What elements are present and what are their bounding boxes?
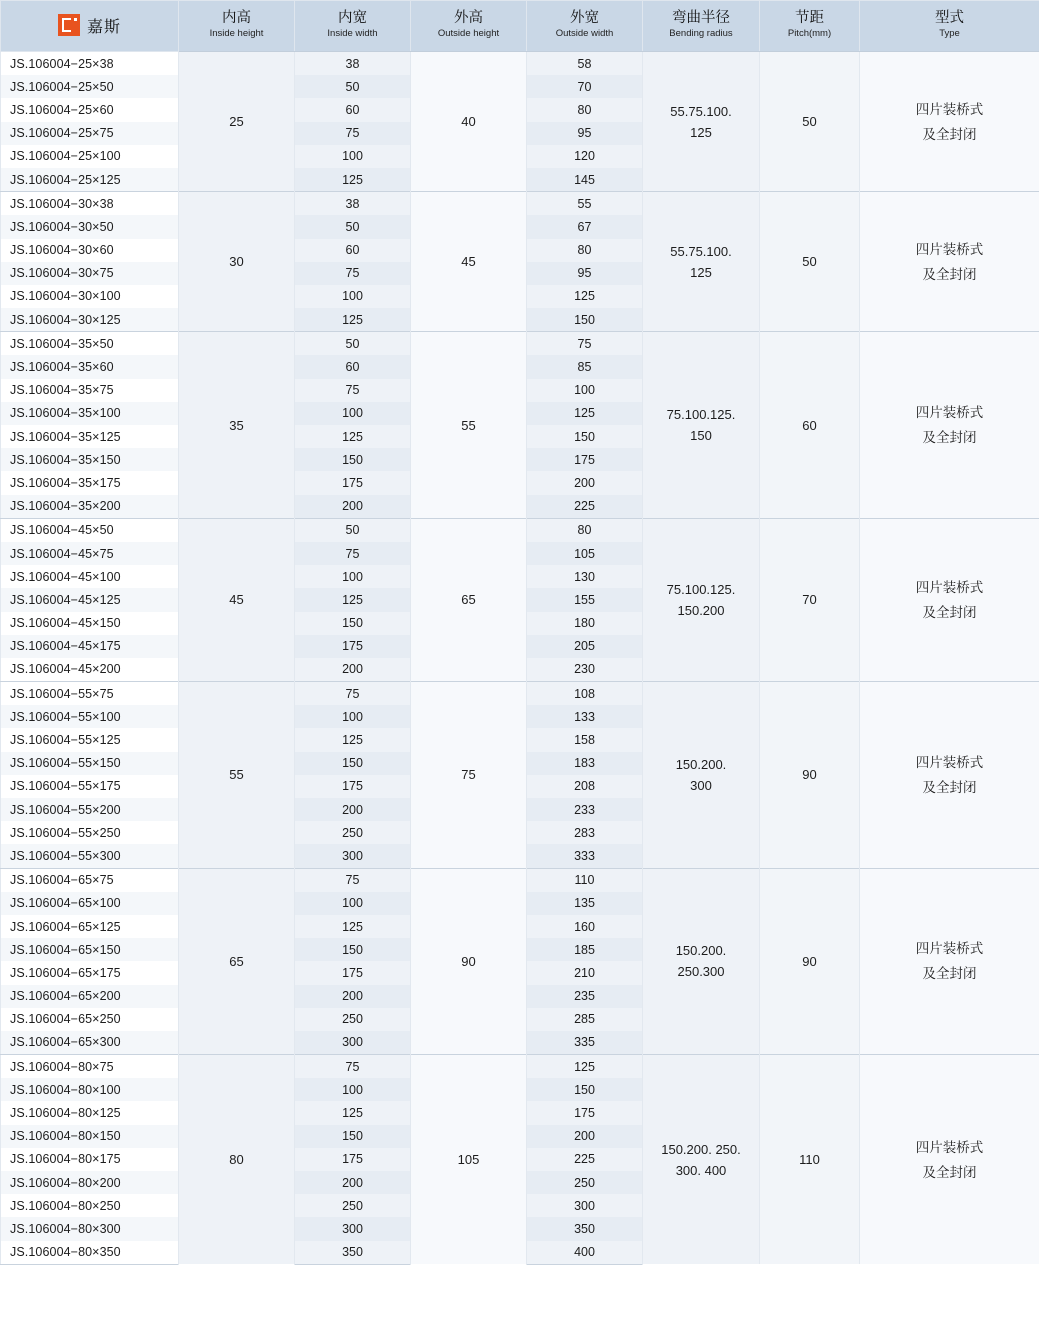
table-header [1, 1, 1039, 52]
cell-inside-height: 30 [179, 192, 295, 332]
cell-outside-width: 95 [527, 122, 643, 145]
column-header-bending-radius [643, 1, 760, 52]
cell-inside-width: 60 [295, 239, 411, 262]
js-logo-icon [58, 14, 80, 36]
cell-inside-width: 50 [295, 332, 411, 356]
cell-outside-width: 175 [527, 448, 643, 471]
cell-inside-width: 150 [295, 752, 411, 775]
cell-model: JS.106004−45×175 [1, 635, 179, 658]
cell-model: JS.106004−45×75 [1, 542, 179, 565]
header-en: Outside width [555, 28, 614, 39]
cell-model: JS.106004−45×125 [1, 588, 179, 611]
cell-outside-width: 233 [527, 798, 643, 821]
cell-model: JS.106004−25×60 [1, 98, 179, 121]
cell-model: JS.106004−65×75 [1, 868, 179, 892]
cell-inside-width: 75 [295, 682, 411, 706]
cell-model: JS.106004−35×175 [1, 471, 179, 494]
cell-outside-width: 285 [527, 1008, 643, 1031]
cell-pitch: 50 [760, 52, 860, 192]
type-line: 及全封闭 [922, 430, 977, 445]
cell-outside-width: 250 [527, 1171, 643, 1194]
header-cn: 内高 [222, 10, 251, 26]
cell-inside-width: 100 [295, 285, 411, 308]
cell-inside-height: 55 [179, 682, 295, 869]
cell-outside-width: 125 [527, 402, 643, 425]
cell-model: JS.106004−55×200 [1, 798, 179, 821]
cell-outside-width: 100 [527, 379, 643, 402]
type-line: 及全封闭 [922, 779, 977, 795]
cell-outside-width: 225 [527, 495, 643, 519]
cell-inside-width: 175 [295, 1148, 411, 1171]
cell-outside-width: 180 [527, 612, 643, 635]
cell-inside-width: 75 [295, 122, 411, 145]
cell-inside-width: 200 [295, 798, 411, 821]
cell-inside-width: 100 [295, 145, 411, 168]
brand-name: 嘉斯 [86, 18, 121, 36]
cell-inside-width: 38 [295, 52, 411, 76]
cell-inside-width: 300 [295, 1217, 411, 1240]
table-row [1, 1055, 1039, 1079]
type-line: 四片装桥式 [915, 241, 984, 257]
cell-inside-width: 125 [295, 588, 411, 611]
cell-outside-width: 145 [527, 168, 643, 192]
cell-outside-width: 210 [527, 961, 643, 984]
cell-outside-height: 105 [411, 1055, 527, 1265]
cell-outside-width: 150 [527, 425, 643, 448]
cell-model: JS.106004−35×125 [1, 425, 179, 448]
header-en: Inside width [327, 28, 378, 39]
bending-radius-line: 250.300 [677, 964, 725, 980]
cell-inside-width: 75 [295, 379, 411, 402]
type-line: 四片装桥式 [915, 754, 984, 770]
cell-inside-width: 175 [295, 471, 411, 494]
cell-inside-width: 175 [295, 635, 411, 658]
cell-model: JS.106004−80×125 [1, 1101, 179, 1124]
cell-outside-height: 45 [411, 192, 527, 332]
header-en: Outside height [437, 28, 500, 39]
cell-inside-width: 100 [295, 402, 411, 425]
cell-model: JS.106004−55×125 [1, 728, 179, 751]
header-en: Type [939, 28, 960, 39]
cell-outside-width: 133 [527, 705, 643, 728]
cell-model: JS.106004−35×100 [1, 402, 179, 425]
type-line: 及全封闭 [922, 1164, 977, 1180]
cell-outside-width: 95 [527, 262, 643, 285]
cell-model: JS.106004−30×100 [1, 285, 179, 308]
column-header-type [860, 1, 1039, 52]
cell-bending-radius [643, 682, 760, 869]
cell-inside-height: 35 [179, 332, 295, 519]
cell-outside-width: 300 [527, 1194, 643, 1217]
bending-radius-line: 125 [690, 264, 712, 280]
cell-inside-height: 25 [179, 52, 295, 192]
bending-radius-line: 125 [690, 124, 712, 140]
cell-inside-width: 60 [295, 355, 411, 378]
cell-model: JS.106004−65×300 [1, 1031, 179, 1055]
cell-model: JS.106004−80×100 [1, 1078, 179, 1101]
brand [3, 14, 176, 37]
cell-outside-width: 150 [527, 308, 643, 332]
cell-outside-width: 120 [527, 145, 643, 168]
cell-inside-width: 100 [295, 705, 411, 728]
cell-bending-radius [643, 518, 760, 681]
cell-inside-width: 100 [295, 1078, 411, 1101]
cell-model: JS.106004−65×125 [1, 915, 179, 938]
cell-outside-height: 65 [411, 518, 527, 681]
cell-inside-width: 38 [295, 192, 411, 216]
cell-bending-radius [643, 1055, 760, 1265]
cell-inside-width: 300 [295, 1031, 411, 1055]
cell-outside-width: 230 [527, 658, 643, 682]
cell-outside-width: 333 [527, 844, 643, 868]
cell-inside-width: 300 [295, 844, 411, 868]
cell-outside-width: 85 [527, 355, 643, 378]
cell-inside-width: 75 [295, 1055, 411, 1079]
cell-model: JS.106004−45×100 [1, 565, 179, 588]
type-line: 四片装桥式 [915, 579, 984, 595]
cell-model: JS.106004−35×50 [1, 332, 179, 356]
cell-outside-width: 110 [527, 868, 643, 892]
type-line: 四片装桥式 [915, 405, 984, 420]
cell-type [860, 192, 1039, 332]
header-cn: 型式 [935, 10, 964, 26]
cell-type [860, 682, 1039, 869]
header-cn: 外高 [454, 10, 483, 26]
cell-model: JS.106004−45×50 [1, 518, 179, 542]
bending-radius-line: 300 [690, 777, 712, 793]
cell-inside-width: 150 [295, 938, 411, 961]
cell-model: JS.106004−25×38 [1, 52, 179, 76]
cell-outside-width: 158 [527, 728, 643, 751]
cell-type [860, 1055, 1039, 1265]
header-cn: 外宽 [570, 10, 599, 26]
cell-inside-width: 200 [295, 495, 411, 519]
cell-outside-height: 55 [411, 332, 527, 519]
column-header-inside-height [179, 1, 295, 52]
cell-pitch: 110 [760, 1055, 860, 1265]
type-line: 四片装桥式 [915, 101, 984, 117]
column-header-inside-width [295, 1, 411, 52]
cell-type [860, 518, 1039, 681]
cell-outside-width: 400 [527, 1241, 643, 1265]
cell-inside-height: 80 [179, 1055, 295, 1265]
cell-inside-width: 150 [295, 1125, 411, 1148]
cell-inside-width: 150 [295, 448, 411, 471]
cell-pitch: 90 [760, 868, 860, 1055]
header-cn: 内宽 [338, 10, 367, 26]
cell-outside-width: 350 [527, 1217, 643, 1240]
cell-outside-width: 70 [527, 75, 643, 98]
cell-outside-height: 75 [411, 682, 527, 869]
header-en: Bending radius [669, 28, 733, 39]
cell-inside-width: 250 [295, 821, 411, 844]
cell-outside-width: 125 [527, 285, 643, 308]
cell-model: JS.106004−45×200 [1, 658, 179, 682]
cell-outside-width: 67 [527, 215, 643, 238]
cell-inside-width: 100 [295, 892, 411, 915]
cell-outside-width: 80 [527, 518, 643, 542]
cell-inside-width: 125 [295, 425, 411, 448]
cell-model: JS.106004−80×175 [1, 1148, 179, 1171]
cell-outside-width: 200 [527, 1125, 643, 1148]
column-header-outside-height [411, 1, 527, 52]
cell-model: JS.106004−55×250 [1, 821, 179, 844]
bending-radius-line: 150.200 [677, 602, 725, 618]
cell-inside-width: 125 [295, 1101, 411, 1124]
bending-radius-line: 150.200. 250. [661, 1141, 741, 1157]
cell-model: JS.106004−30×75 [1, 262, 179, 285]
cell-inside-width: 60 [295, 98, 411, 121]
cell-model: JS.106004−55×100 [1, 705, 179, 728]
cell-inside-width: 350 [295, 1241, 411, 1265]
cell-inside-width: 150 [295, 612, 411, 635]
cell-model: JS.106004−55×175 [1, 775, 179, 798]
header-cn: 弯曲半径 [672, 10, 730, 26]
bending-radius-line: 300. 400 [675, 1162, 727, 1178]
table-body [1, 52, 1039, 1265]
cell-outside-width: 108 [527, 682, 643, 706]
cell-model: JS.106004−65×100 [1, 892, 179, 915]
table-row [1, 682, 1039, 706]
cell-outside-width: 125 [527, 1055, 643, 1079]
cell-outside-width: 55 [527, 192, 643, 216]
type-line: 及全封闭 [922, 266, 977, 282]
cell-inside-height: 45 [179, 518, 295, 681]
cell-model: JS.106004−35×60 [1, 355, 179, 378]
cell-outside-width: 130 [527, 565, 643, 588]
cell-outside-width: 235 [527, 985, 643, 1008]
cell-bending-radius [643, 332, 760, 519]
column-header-pitch [760, 1, 860, 52]
cell-model: JS.106004−65×150 [1, 938, 179, 961]
cell-bending-radius [643, 868, 760, 1055]
table-row [1, 332, 1039, 356]
cell-outside-width: 208 [527, 775, 643, 798]
cell-pitch: 60 [760, 332, 860, 519]
cell-outside-width: 175 [527, 1101, 643, 1124]
cell-model: JS.106004−35×75 [1, 379, 179, 402]
cell-model: JS.106004−30×38 [1, 192, 179, 216]
cell-outside-width: 75 [527, 332, 643, 356]
cell-outside-width: 283 [527, 821, 643, 844]
table-row [1, 518, 1039, 542]
cell-inside-width: 125 [295, 728, 411, 751]
cell-model: JS.106004−65×200 [1, 985, 179, 1008]
cell-inside-width: 100 [295, 565, 411, 588]
header-row [1, 1, 1039, 52]
cell-inside-width: 50 [295, 518, 411, 542]
header-cn: 节距 [795, 10, 824, 26]
cell-model: JS.106004−35×150 [1, 448, 179, 471]
type-line: 四片装桥式 [915, 1139, 984, 1155]
cell-model: JS.106004−35×200 [1, 495, 179, 519]
cell-pitch: 50 [760, 192, 860, 332]
cell-model: JS.106004−65×250 [1, 1008, 179, 1031]
cell-outside-width: 150 [527, 1078, 643, 1101]
cell-model: JS.106004−80×150 [1, 1125, 179, 1148]
table-row [1, 192, 1039, 216]
cell-outside-height: 90 [411, 868, 527, 1055]
table-row [1, 52, 1039, 76]
cell-inside-width: 175 [295, 775, 411, 798]
cell-model: JS.106004−80×250 [1, 1194, 179, 1217]
bending-radius-line: 75.100.125. [666, 407, 736, 422]
column-header-outside-width [527, 1, 643, 52]
cell-model: JS.106004−65×175 [1, 961, 179, 984]
cell-outside-width: 225 [527, 1148, 643, 1171]
cell-outside-width: 80 [527, 239, 643, 262]
cell-pitch: 70 [760, 518, 860, 681]
cell-outside-width: 205 [527, 635, 643, 658]
cell-model: JS.106004−30×125 [1, 308, 179, 332]
cell-inside-width: 200 [295, 658, 411, 682]
cell-type [860, 332, 1039, 519]
bending-radius-line: 55.75.100. [670, 243, 732, 259]
header-en: Pitch(mm) [787, 28, 832, 39]
cell-model: JS.106004−55×300 [1, 844, 179, 868]
cell-inside-width: 125 [295, 915, 411, 938]
type-line: 及全封闭 [922, 126, 977, 142]
cell-bending-radius [643, 192, 760, 332]
cell-outside-width: 335 [527, 1031, 643, 1055]
cell-model: JS.106004−30×60 [1, 239, 179, 262]
cell-inside-width: 50 [295, 75, 411, 98]
cell-outside-height: 40 [411, 52, 527, 192]
cell-inside-width: 75 [295, 542, 411, 565]
cell-outside-width: 183 [527, 752, 643, 775]
bending-radius-line: 150.200. [675, 943, 727, 959]
cell-inside-width: 175 [295, 961, 411, 984]
cell-outside-width: 185 [527, 938, 643, 961]
cell-model: JS.106004−55×75 [1, 682, 179, 706]
cell-inside-width: 50 [295, 215, 411, 238]
cell-inside-width: 125 [295, 168, 411, 192]
cell-bending-radius [643, 52, 760, 192]
cell-inside-width: 75 [295, 868, 411, 892]
cell-inside-width: 200 [295, 985, 411, 1008]
type-line: 及全封闭 [922, 604, 977, 620]
cell-inside-width: 250 [295, 1008, 411, 1031]
bending-radius-line: 75.100.125. [666, 581, 736, 597]
cell-outside-width: 105 [527, 542, 643, 565]
table-row [1, 868, 1039, 892]
cell-model: JS.106004−25×125 [1, 168, 179, 192]
cell-model: JS.106004−80×200 [1, 1171, 179, 1194]
cell-pitch: 90 [760, 682, 860, 869]
cell-model: JS.106004−30×50 [1, 215, 179, 238]
cell-type [860, 52, 1039, 192]
cell-model: JS.106004−25×75 [1, 122, 179, 145]
cell-inside-width: 75 [295, 262, 411, 285]
cell-inside-width: 125 [295, 308, 411, 332]
type-line: 及全封闭 [922, 966, 977, 982]
bending-radius-line: 150 [690, 428, 712, 443]
cell-outside-width: 135 [527, 892, 643, 915]
cell-inside-width: 200 [295, 1171, 411, 1194]
type-line: 四片装桥式 [915, 941, 984, 957]
bending-radius-line: 55.75.100. [670, 103, 732, 119]
cell-outside-width: 58 [527, 52, 643, 76]
cell-model: JS.106004−55×150 [1, 752, 179, 775]
cell-type [860, 868, 1039, 1055]
cell-model: JS.106004−80×300 [1, 1217, 179, 1240]
cell-inside-height: 65 [179, 868, 295, 1055]
cell-model: JS.106004−80×350 [1, 1241, 179, 1265]
cell-outside-width: 155 [527, 588, 643, 611]
cell-outside-width: 160 [527, 915, 643, 938]
cell-model: JS.106004−25×50 [1, 75, 179, 98]
cell-outside-width: 200 [527, 471, 643, 494]
cell-outside-width: 80 [527, 98, 643, 121]
cell-model: JS.106004−80×75 [1, 1055, 179, 1079]
bending-radius-line: 150.200. [675, 756, 727, 772]
brand-cell [1, 1, 179, 52]
cell-model: JS.106004−25×100 [1, 145, 179, 168]
header-en: Inside height [209, 28, 264, 39]
cell-inside-width: 250 [295, 1194, 411, 1217]
cell-model: JS.106004−45×150 [1, 612, 179, 635]
